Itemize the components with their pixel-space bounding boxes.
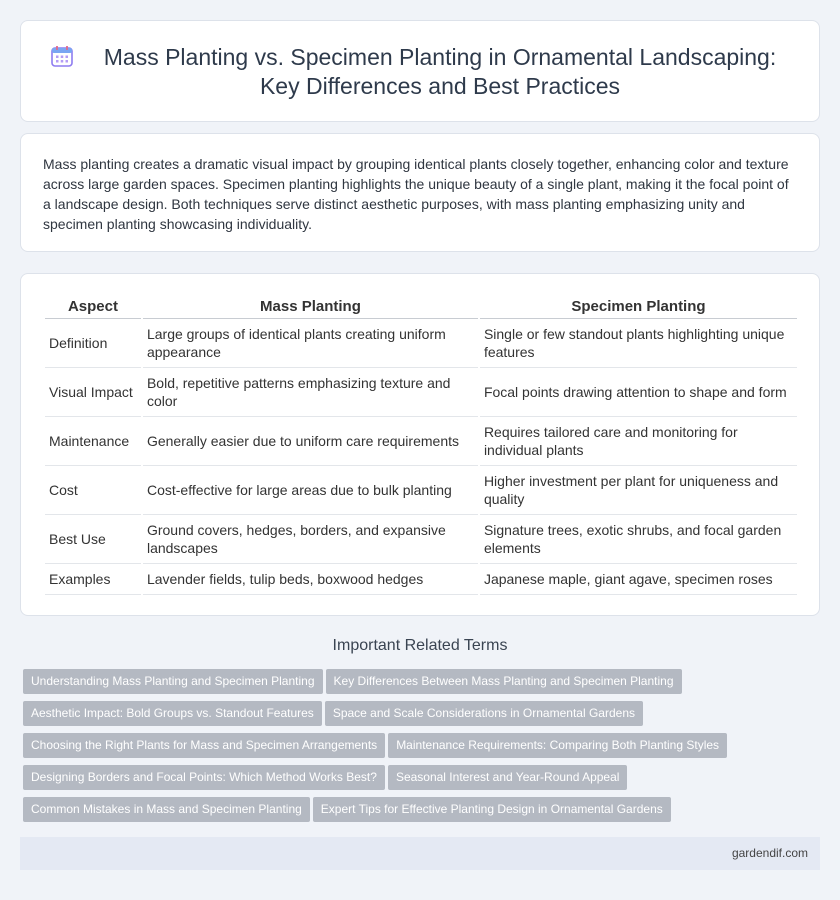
related-terms-heading: Important Related Terms (332, 637, 508, 654)
row-aspect-cell: Visual Impact (45, 368, 141, 417)
mass-planting-cell: Bold, repetitive patterns emphasizing texture and color (143, 368, 478, 417)
specimen-planting-cell: Higher investment per plant for uniqueness and quality (480, 466, 797, 515)
row-aspect-cell: Cost (45, 466, 141, 515)
column-header-mass-planting: Mass Planting (143, 295, 478, 319)
footer-site-link[interactable]: gardendif.com (731, 846, 808, 860)
row-aspect-cell: Examples (45, 564, 141, 595)
page-title: Mass Planting vs. Specimen Planting in Ornamental Landscaping: Key Differences and Best Practices (103, 44, 777, 99)
related-term-tag[interactable]: Aesthetic Impact: Bold Groups vs. Standout Features (23, 701, 322, 726)
related-term-tag[interactable]: Expert Tips for Effective Planting Design in Ornamental Gardens (313, 797, 671, 822)
related-terms-list (23, 669, 793, 829)
table-row (45, 368, 797, 417)
row-aspect-cell: Best Use (45, 515, 141, 564)
footer (20, 837, 820, 870)
related-term-tag[interactable]: Maintenance Requirements: Comparing Both Planting Styles (388, 733, 727, 758)
row-aspect-cell: Maintenance (45, 417, 141, 466)
specimen-planting-cell: Single or few standout plants highlighting unique features (480, 319, 797, 368)
related-term-tag[interactable]: Key Differences Between Mass Planting and Specimen Planting (326, 669, 682, 694)
specimen-planting-cell: Japanese maple, giant agave, specimen roses (480, 564, 797, 595)
intro-card (20, 133, 820, 252)
row-aspect-cell: Definition (45, 319, 141, 368)
related-term-tag[interactable]: Choosing the Right Plants for Mass and Specimen Arrangements (23, 733, 385, 758)
table-row (45, 515, 797, 564)
mass-planting-cell: Lavender fields, tulip beds, boxwood hedges (143, 564, 478, 595)
column-header-specimen-planting: Specimen Planting (480, 295, 797, 319)
specimen-planting-cell: Requires tailored care and monitoring for individual plants (480, 417, 797, 466)
comparison-table-card (20, 273, 820, 616)
specimen-planting-cell: Focal points drawing attention to shape and form (480, 368, 797, 417)
related-term-tag[interactable]: Common Mistakes in Mass and Specimen Planting (23, 797, 310, 822)
header-card (20, 20, 820, 122)
mass-planting-cell: Large groups of identical plants creating uniform appearance (143, 319, 478, 368)
table-row (45, 564, 797, 595)
mass-planting-cell: Generally easier due to uniform care requirements (143, 417, 478, 466)
table-row (45, 319, 797, 368)
column-header-aspect: Aspect (45, 295, 141, 319)
related-term-tag[interactable]: Space and Scale Considerations in Ornamental Gardens (325, 701, 643, 726)
mass-planting-cell: Ground covers, hedges, borders, and expansive landscapes (143, 515, 478, 564)
table-row (45, 417, 797, 466)
intro-paragraph: Mass planting creates a dramatic visual impact by grouping identical plants closely together, enhancing color and texture across large garden spaces. Specimen planting highlights the unique beauty of a single plant, making it the focal point of a landscape design. Both techniques serve distinct aesthetic purposes, with mass planting emphasizing unity and specimen planting showcasing individuality. (43, 156, 789, 232)
comparison-table (43, 295, 799, 595)
related-term-tag[interactable]: Understanding Mass Planting and Specimen Planting (23, 669, 323, 694)
related-term-tag[interactable]: Designing Borders and Focal Points: Which Method Works Best? (23, 765, 385, 790)
related-term-tag[interactable]: Seasonal Interest and Year-Round Appeal (388, 765, 628, 790)
mass-planting-cell: Cost-effective for large areas due to bulk planting (143, 466, 478, 515)
table-header-row (45, 295, 797, 319)
specimen-planting-cell: Signature trees, exotic shrubs, and focal garden elements (480, 515, 797, 564)
table-row (45, 466, 797, 515)
